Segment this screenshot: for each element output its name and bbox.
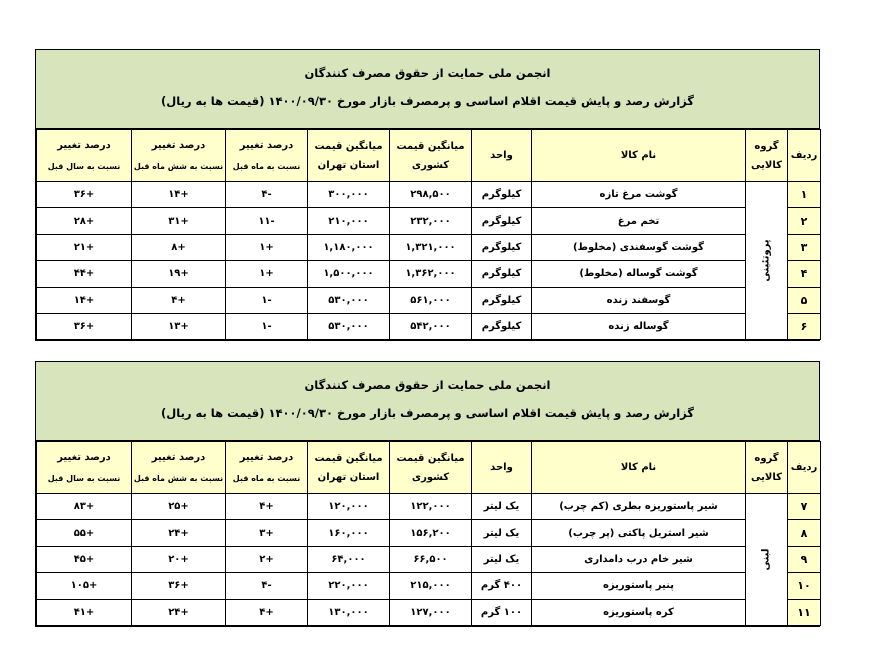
monthly-change-cell: -۱ bbox=[226, 287, 308, 313]
item-name-cell: تخم مرغ bbox=[532, 208, 746, 234]
header-label: نسبت به ماه قبل bbox=[232, 161, 301, 171]
row-number-cell: ۱۱ bbox=[788, 599, 821, 625]
unit-cell: ۴۰۰ گرم bbox=[472, 573, 532, 599]
unit-cell: یک لیتر bbox=[472, 520, 532, 546]
header-item-name bbox=[532, 130, 746, 182]
yearly-change-cell: +۴۴ bbox=[37, 261, 132, 287]
monthly-change-cell: +۴ bbox=[226, 599, 308, 625]
unit-cell: کیلوگرم bbox=[472, 182, 532, 208]
unit-cell: کیلوگرم bbox=[472, 261, 532, 287]
header-yearly-change bbox=[37, 130, 132, 182]
national-price-cell: ۵۴۲,۰۰۰ bbox=[390, 313, 472, 339]
tehran-price-cell: ۱,۵۰۰,۰۰۰ bbox=[308, 261, 390, 287]
header-label: نسبت به شش ماه قبل bbox=[133, 473, 224, 483]
national-price-cell: ۱۵۶,۲۰۰ bbox=[390, 520, 472, 546]
header-tehran-price bbox=[308, 130, 390, 182]
tehran-price-cell: ۱۶۰,۰۰۰ bbox=[308, 520, 390, 546]
sixmonth-change-cell: +۸ bbox=[132, 234, 226, 260]
item-name-cell: کره پاستوریزه bbox=[532, 599, 746, 625]
yearly-change-cell: +۱۴ bbox=[37, 287, 132, 313]
tehran-price-cell: ۵۳۰,۰۰۰ bbox=[308, 287, 390, 313]
sixmonth-change-cell: +۲۵ bbox=[132, 494, 226, 520]
table-row bbox=[37, 520, 821, 546]
header-label: درصد تغییر bbox=[57, 139, 111, 151]
report-title: انجمن ملی حمایت از حقوق مصرف کنندگان bbox=[304, 378, 551, 392]
yearly-change-cell: +۲۸ bbox=[37, 208, 132, 234]
item-name-cell: شیر پاستوریزه بطری (کم چرب) bbox=[532, 494, 746, 520]
header-label: استان تهران bbox=[317, 159, 380, 171]
monthly-change-cell: +۱ bbox=[226, 234, 308, 260]
national-price-cell: ۶۶,۵۰۰ bbox=[390, 546, 472, 572]
national-price-cell: ۱,۳۶۲,۰۰۰ bbox=[390, 261, 472, 287]
price-report-table bbox=[35, 361, 820, 627]
item-name-cell: گوشت گوسفندی (مخلوط) bbox=[532, 234, 746, 260]
header-label: کالایی bbox=[751, 159, 782, 171]
row-number-cell: ۴ bbox=[788, 261, 821, 287]
header-label: گروه bbox=[754, 452, 779, 464]
header-national-price bbox=[390, 442, 472, 494]
header-row-number bbox=[788, 442, 821, 494]
header-label: نسبت به ماه قبل bbox=[232, 473, 301, 483]
tehran-price-cell: ۱۲۰,۰۰۰ bbox=[308, 494, 390, 520]
table-row bbox=[37, 599, 821, 625]
header-label: میانگین قیمت bbox=[396, 452, 465, 464]
header-monthly-change bbox=[226, 442, 308, 494]
unit-cell: ۱۰۰ گرم bbox=[472, 599, 532, 625]
header-label: نام کالا bbox=[620, 150, 657, 161]
unit-cell: یک لیتر bbox=[472, 494, 532, 520]
row-number-cell: ۱۰ bbox=[788, 573, 821, 599]
national-price-cell: ۲۳۲,۰۰۰ bbox=[390, 208, 472, 234]
report-subtitle: گزارش رصد و پایش قیمت اقلام اساسی و پرمصرف بازار مورخ ۱۴۰۰/۰۹/۳۰ (قیمت ها به ریال) bbox=[161, 94, 694, 108]
yearly-change-cell: +۴۱ bbox=[37, 599, 132, 625]
yearly-change-cell: +۵۵ bbox=[37, 520, 132, 546]
header-label: درصد تغییر bbox=[239, 451, 294, 463]
monthly-change-cell: -۱ bbox=[226, 313, 308, 339]
header-yearly-change bbox=[37, 442, 132, 494]
yearly-change-cell: +۳۶ bbox=[37, 182, 132, 208]
sixmonth-change-cell: +۳۶ bbox=[132, 573, 226, 599]
report-header bbox=[36, 50, 819, 129]
monthly-change-cell: +۳ bbox=[226, 520, 308, 546]
table-row bbox=[37, 546, 821, 572]
header-label: واحد bbox=[490, 150, 513, 161]
group-cell bbox=[746, 182, 788, 340]
table-row bbox=[37, 182, 821, 208]
national-price-cell: ۱۲۷,۰۰۰ bbox=[390, 599, 472, 625]
monthly-change-cell: -۴ bbox=[226, 573, 308, 599]
header-label: کشوری bbox=[411, 471, 450, 483]
row-number-cell: ۶ bbox=[788, 313, 821, 339]
header-label: نسبت به شش ماه قبل bbox=[133, 161, 224, 171]
item-name-cell: پنیر پاستوریزه bbox=[532, 573, 746, 599]
table-row bbox=[37, 208, 821, 234]
national-price-cell: ۲۹۸,۵۰۰ bbox=[390, 182, 472, 208]
row-number-cell: ۵ bbox=[788, 287, 821, 313]
item-name-cell: گوسفند زنده bbox=[532, 287, 746, 313]
price-table bbox=[36, 441, 821, 626]
header-sixmonth-change bbox=[132, 442, 226, 494]
header-label: نام کالا bbox=[620, 462, 657, 473]
yearly-change-cell: +۸۳ bbox=[37, 494, 132, 520]
header-monthly-change bbox=[226, 130, 308, 182]
yearly-change-cell: +۱۰۵ bbox=[37, 573, 132, 599]
price-table bbox=[36, 129, 821, 340]
header-label: درصد تغییر bbox=[151, 451, 206, 463]
row-number-cell: ۱ bbox=[788, 182, 821, 208]
header-label: درصد تغییر bbox=[239, 139, 294, 151]
report-title: انجمن ملی حمایت از حقوق مصرف کنندگان bbox=[304, 66, 551, 80]
header-label: ردیف bbox=[790, 150, 818, 161]
header-unit bbox=[472, 442, 532, 494]
report-header bbox=[36, 362, 819, 441]
sixmonth-change-cell: +۱۴ bbox=[132, 182, 226, 208]
header-label: کالایی bbox=[751, 471, 782, 483]
header-group bbox=[746, 442, 788, 494]
national-price-cell: ۱,۳۲۱,۰۰۰ bbox=[390, 234, 472, 260]
header-label: گروه bbox=[754, 140, 779, 152]
yearly-change-cell: +۳۶ bbox=[37, 313, 132, 339]
unit-cell: یک لیتر bbox=[472, 546, 532, 572]
header-tehran-price bbox=[308, 442, 390, 494]
table-row bbox=[37, 261, 821, 287]
tehran-price-cell: ۵۳۰,۰۰۰ bbox=[308, 313, 390, 339]
report-subtitle: گزارش رصد و پایش قیمت اقلام اساسی و پرمصرف بازار مورخ ۱۴۰۰/۰۹/۳۰ (قیمت ها به ریال) bbox=[161, 406, 694, 420]
sixmonth-change-cell: +۲۴ bbox=[132, 599, 226, 625]
tehran-price-cell: ۲۲۰,۰۰۰ bbox=[308, 573, 390, 599]
tehran-price-cell: ۱۳۰,۰۰۰ bbox=[308, 599, 390, 625]
sixmonth-change-cell: +۲۴ bbox=[132, 520, 226, 546]
tehran-price-cell: ۲۱۰,۰۰۰ bbox=[308, 208, 390, 234]
national-price-cell: ۲۱۵,۰۰۰ bbox=[390, 573, 472, 599]
unit-cell: کیلوگرم bbox=[472, 234, 532, 260]
table-row bbox=[37, 494, 821, 520]
row-number-cell: ۳ bbox=[788, 234, 821, 260]
row-number-cell: ۷ bbox=[788, 494, 821, 520]
item-name-cell: گوساله زنده bbox=[532, 313, 746, 339]
yearly-change-cell: +۲۱ bbox=[37, 234, 132, 260]
header-national-price bbox=[390, 130, 472, 182]
row-number-cell: ۹ bbox=[788, 546, 821, 572]
header-row-number bbox=[788, 130, 821, 182]
header-item-name bbox=[532, 442, 746, 494]
header-sixmonth-change bbox=[132, 130, 226, 182]
header-label: میانگین قیمت bbox=[314, 452, 383, 464]
item-name-cell: گوشت مرغ تازه bbox=[532, 182, 746, 208]
row-number-cell: ۲ bbox=[788, 208, 821, 234]
yearly-change-cell: +۴۵ bbox=[37, 546, 132, 572]
unit-cell: کیلوگرم bbox=[472, 287, 532, 313]
header-label: نسبت به سال قبل bbox=[47, 473, 121, 483]
header-label: نسبت به سال قبل bbox=[47, 161, 121, 171]
monthly-change-cell: -۱۱ bbox=[226, 208, 308, 234]
header-group bbox=[746, 130, 788, 182]
monthly-change-cell: +۱ bbox=[226, 261, 308, 287]
header-label: استان تهران bbox=[317, 471, 380, 483]
header-label: واحد bbox=[490, 462, 513, 473]
sixmonth-change-cell: +۳۱ bbox=[132, 208, 226, 234]
table-row bbox=[37, 573, 821, 599]
tehran-price-cell: ۱,۱۸۰,۰۰۰ bbox=[308, 234, 390, 260]
group-label: پروتئینی bbox=[760, 239, 772, 282]
monthly-change-cell: -۴ bbox=[226, 182, 308, 208]
header-label: میانگین قیمت bbox=[396, 140, 465, 152]
table-row bbox=[37, 234, 821, 260]
item-name-cell: گوشت گوساله (مخلوط) bbox=[532, 261, 746, 287]
header-label: میانگین قیمت bbox=[314, 140, 383, 152]
unit-cell: کیلوگرم bbox=[472, 313, 532, 339]
table-row bbox=[37, 313, 821, 339]
sixmonth-change-cell: +۴ bbox=[132, 287, 226, 313]
group-cell bbox=[746, 494, 788, 626]
price-report-table bbox=[35, 49, 820, 341]
monthly-change-cell: +۲ bbox=[226, 546, 308, 572]
sixmonth-change-cell: +۱۳ bbox=[132, 313, 226, 339]
sixmonth-change-cell: +۲۰ bbox=[132, 546, 226, 572]
header-unit bbox=[472, 130, 532, 182]
national-price-cell: ۱۲۲,۰۰۰ bbox=[390, 494, 472, 520]
table-row bbox=[37, 287, 821, 313]
sixmonth-change-cell: +۱۹ bbox=[132, 261, 226, 287]
tehran-price-cell: ۶۴,۰۰۰ bbox=[308, 546, 390, 572]
item-name-cell: شیر خام درب دامداری bbox=[532, 546, 746, 572]
header-label: درصد تغییر bbox=[57, 451, 111, 463]
national-price-cell: ۵۶۱,۰۰۰ bbox=[390, 287, 472, 313]
group-label: لبنی bbox=[760, 548, 772, 571]
header-label: کشوری bbox=[411, 159, 450, 171]
monthly-change-cell: +۴ bbox=[226, 494, 308, 520]
unit-cell: کیلوگرم bbox=[472, 208, 532, 234]
tehran-price-cell: ۳۰۰,۰۰۰ bbox=[308, 182, 390, 208]
header-label: درصد تغییر bbox=[151, 139, 206, 151]
row-number-cell: ۸ bbox=[788, 520, 821, 546]
header-label: ردیف bbox=[790, 462, 818, 473]
item-name-cell: شیر استریل پاکتی (پر چرب) bbox=[532, 520, 746, 546]
